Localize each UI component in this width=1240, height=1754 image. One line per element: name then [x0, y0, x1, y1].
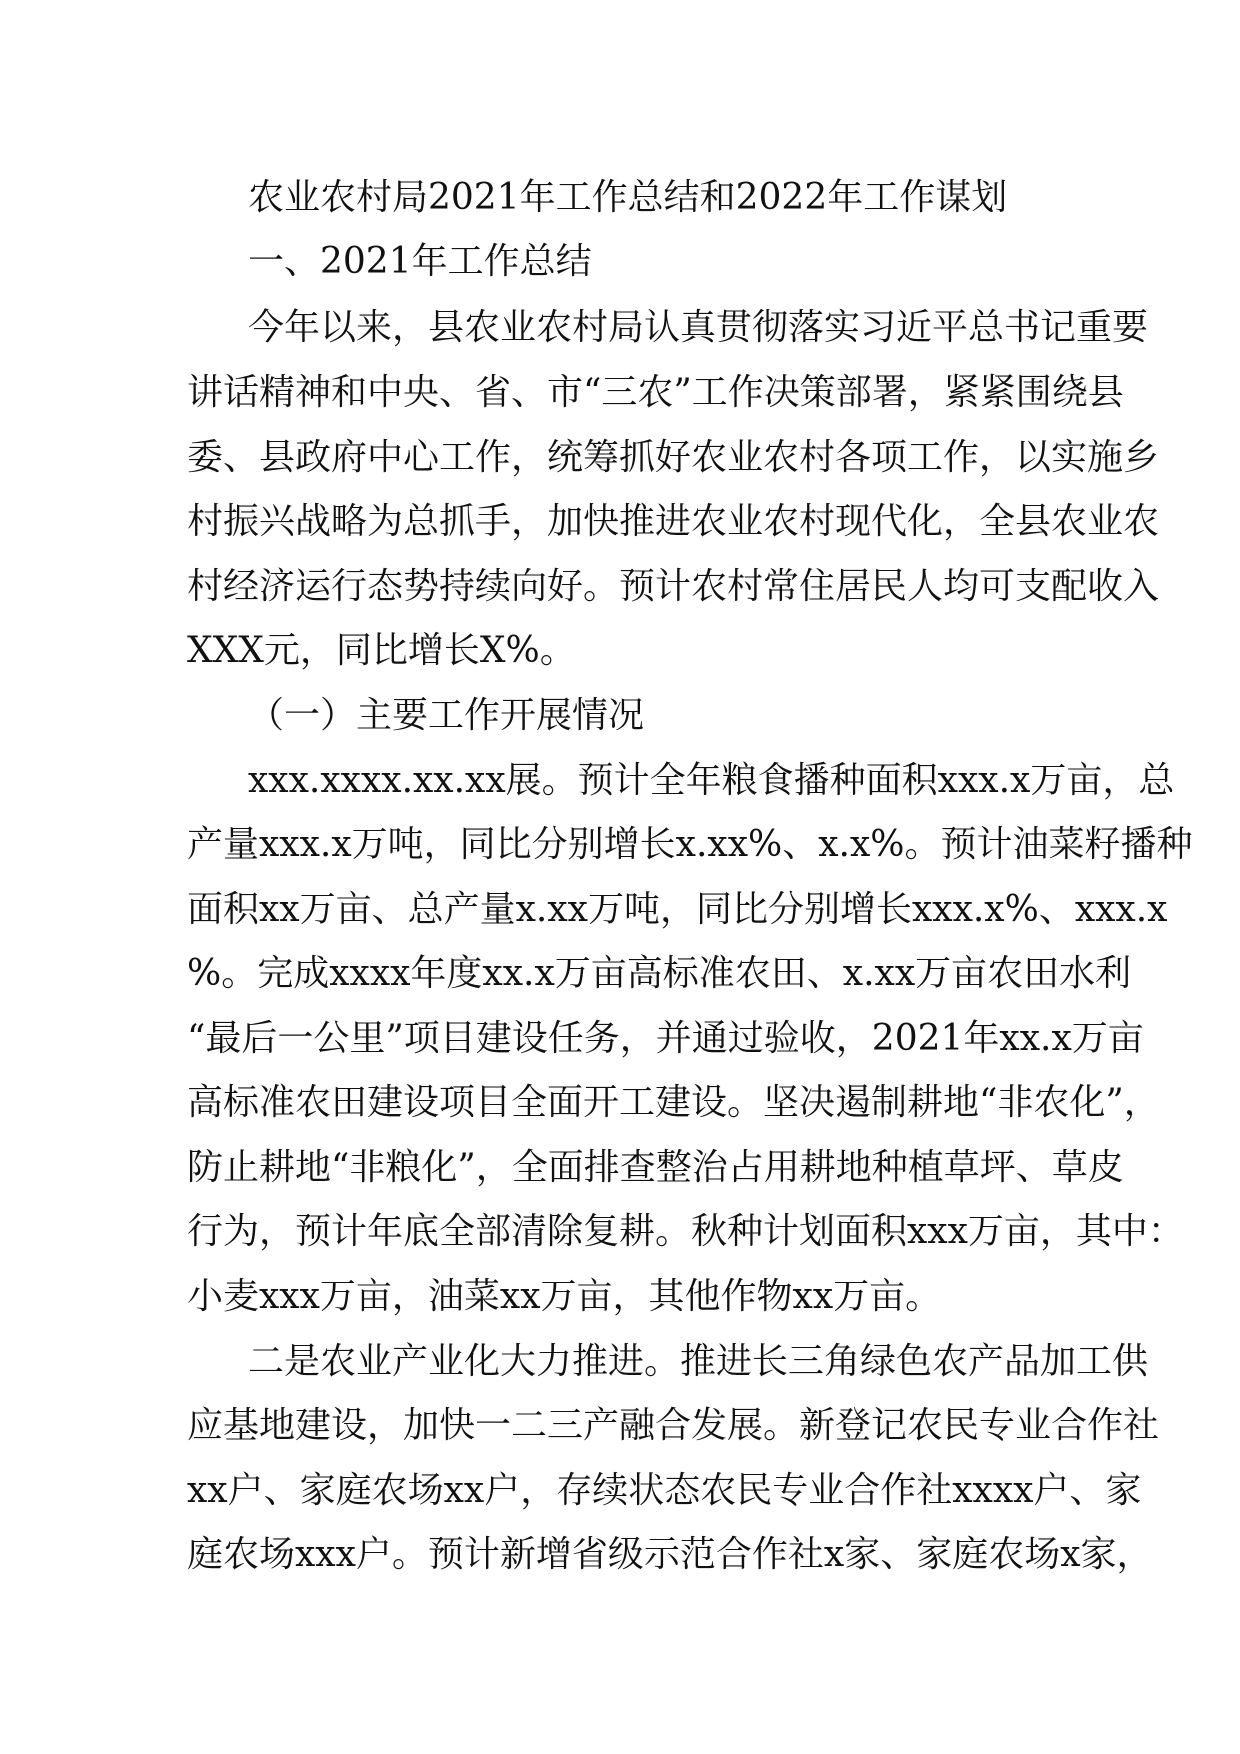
intro-line: 村经济运行态势持续向好。预计农村常住居民人均可支配收入 — [187, 566, 1160, 607]
paragraph-line: 庭农场xxx户。预计新增省级示范合作社x家、家庭农场x家， — [187, 1534, 1153, 1575]
intro-line: 村振兴战略为总抓手，加快推进农业农村现代化，全县农业农 — [187, 501, 1160, 542]
paragraph-line: 面积xx万亩、总产量x.xx万吨，同比分别增长xxx.x%、xxx.x — [187, 889, 1168, 930]
section-heading: 一、2021年工作总结 — [248, 241, 592, 282]
paragraph-line: %。完成xxxx年度xx.x万亩高标准农田、x.xx万亩农田水利 — [187, 953, 1132, 994]
intro-line: XXX元，同比增长X%。 — [187, 630, 576, 671]
paragraph-line: xxx.xxxx.xx.xx展。预计全年粮食播种面积xxx.x万亩，总 — [248, 760, 1175, 801]
intro-line: 委、县政府中心工作，统筹抓好农业农村各项工作，以实施乡 — [187, 437, 1160, 478]
paragraph-line: xx户、家庭农场xx户，存续状态农民专业合作社xxxx户、家 — [187, 1470, 1142, 1511]
paragraph-line: 行为，预计年底全部清除复耕。秋种计划面积xxx万亩，其中： — [187, 1211, 1184, 1252]
paragraph-line: 小麦xxx万亩，油菜xx万亩，其他作物xx万亩。 — [187, 1276, 942, 1317]
paragraph-line: 防止耕地“非粮化”，全面排查整治占用耕地种植草坪、草皮 — [187, 1147, 1124, 1188]
paragraph-line: “最后一公里”项目建设任务，并通过验收，2021年xx.x万亩 — [187, 1018, 1144, 1059]
paragraph-line: 产量xxx.x万吨，同比分别增长x.xx%、x.x%。预计油菜籽播种 — [187, 824, 1193, 865]
intro-line: 讲话精神和中央、省、市“三农”工作决策部署，紧紧围绕县 — [187, 372, 1124, 413]
paragraph-line: 应基地建设，加快一二三产融合发展。新登记农民专业合作社 — [187, 1405, 1160, 1446]
paragraph-line: 二是农业产业化大力推进。推进长三角绿色农产品加工供 — [248, 1341, 1149, 1382]
paragraph-line: 高标准农田建设项目全面开工建设。坚决遏制耕地“非农化”， — [187, 1082, 1160, 1123]
subsection-heading: （一）主要工作开展情况 — [248, 695, 645, 736]
document-title: 农业农村局2021年工作总结和2022年工作谋划 — [248, 177, 1008, 218]
intro-line: 今年以来，县农业农村局认真贯彻落实习近平总书记重要 — [248, 307, 1149, 348]
